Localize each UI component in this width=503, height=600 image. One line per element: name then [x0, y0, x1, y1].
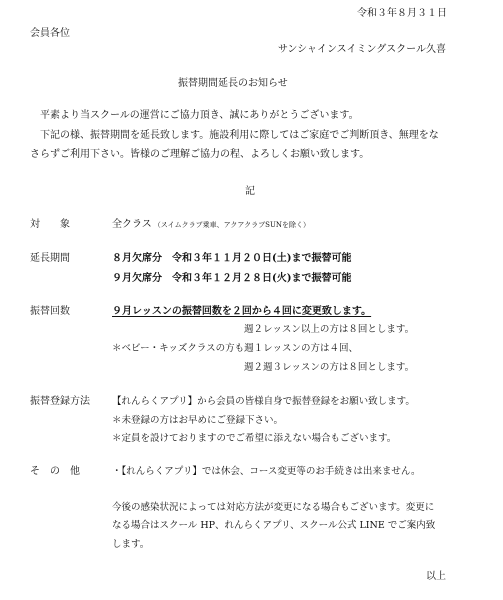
section-label-sonota: そ の 他 [30, 466, 80, 477]
toroku-line-2: ＊未登録の方はお早めにご登録下さい。 [112, 415, 284, 426]
kaisu-line-2: ＊ベビー・キッズクラスの方も週１レッスンの方は４回、 [112, 343, 359, 354]
sonota-line-1: ・【れんらくアプリ】では休会、コース変更等のお手続きは出来ません。 [112, 466, 421, 477]
closing-ijo: 以上 [426, 571, 446, 582]
sender: サンシャインスイミングスクール久喜 [277, 44, 446, 55]
taisho-main [112, 220, 310, 230]
recipient: 会員各位 [30, 28, 70, 39]
sonota-para-line-2: なる場合はスクール HP、れんらくアプリ、スクール公式 LINE でご案内致 [112, 520, 436, 531]
section-label-encho: 延長期間 [30, 253, 70, 264]
sonota-para-line-3: します。 [112, 539, 150, 550]
taisho-main-text: 全クラス [112, 219, 152, 230]
intro-line-3: さらずご利用下さい。皆様のご理解ご協力の程、よろしくお願い致します。 [30, 149, 370, 160]
intro-line-1: 平素より当スクールの運営にご協力頂き、誠にありがとうございます。 [40, 110, 359, 121]
section-label-taisho: 対 象 [30, 219, 70, 230]
toroku-line-3: ＊定員を設けておりますのでご希望に添えない場合もございます。 [112, 433, 397, 444]
kaisu-main: ９月レッスンの振替回数を２回から４回に変更致します。 [112, 306, 372, 317]
ki-heading: 記 [245, 186, 255, 197]
taisho-note: （スイムクラブ乗車、アクアクラブSUNを除く） [153, 221, 310, 229]
section-label-toroku: 振替登録方法 [30, 396, 90, 407]
encho-line-2: ９月欠席分 令和３年１２月２８日(火)まで振替可能 [112, 273, 352, 284]
intro-line-2: 下記の様、振替期間を延長致します。施設利用に際してはご家庭でご判断頂き、無理をな [40, 130, 439, 141]
kaisu-line-3: 週２週３レッスンの方は８回とします。 [244, 362, 415, 373]
sonota-para-line-1: 今後の感染状況によっては対応方法が変更になる場合もございます。変更に [112, 502, 435, 513]
kaisu-line-1: 週２レッスン以上の方は８回とします。 [244, 324, 415, 335]
section-label-kaisu: 振替回数 [30, 306, 70, 317]
encho-line-1: ８月欠席分 令和３年１１月２０日(土)まで振替可能 [112, 253, 352, 264]
document-date: 令和３年８月３１日 [357, 8, 447, 19]
document-title: 振替期間延長のお知らせ [178, 78, 288, 89]
toroku-line-1: 【れんらくアプリ】から会員の皆様自身で振替登録をお願い致します。 [112, 396, 415, 407]
